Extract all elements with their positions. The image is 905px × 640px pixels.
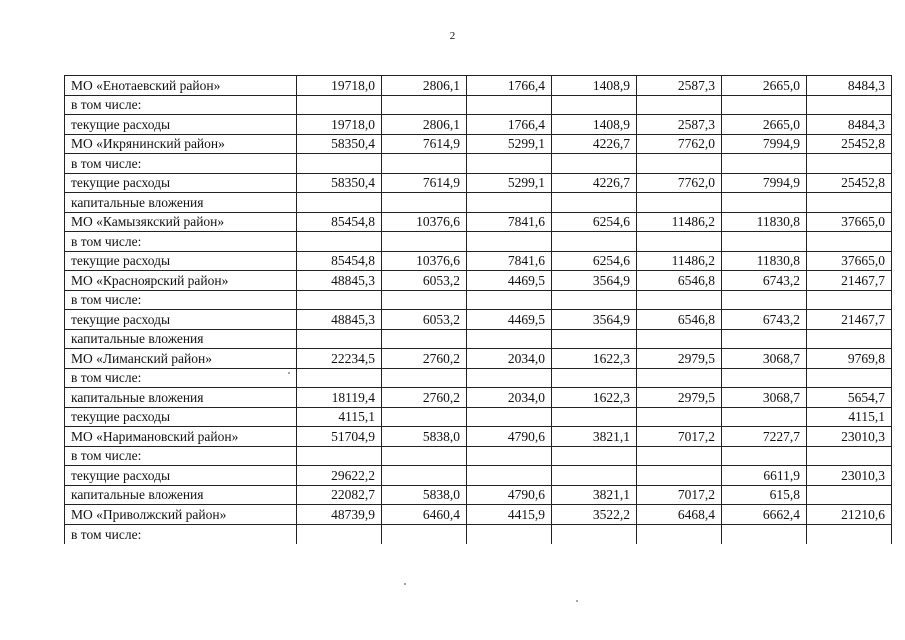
value-cell — [637, 524, 722, 544]
row-label-cell: текущие расходы — [65, 251, 297, 271]
table-row — [65, 505, 892, 525]
value-cell: 37665,0 — [807, 251, 892, 271]
value-cell: 3068,7 — [722, 349, 807, 369]
value-cell: 8484,3 — [807, 76, 892, 96]
value-cell — [297, 329, 382, 349]
value-cell: 11486,2 — [637, 212, 722, 232]
row-label-cell: текущие расходы — [65, 115, 297, 135]
value-cell — [467, 368, 552, 388]
value-cell: 5299,1 — [467, 173, 552, 193]
value-cell: 4790,6 — [467, 485, 552, 505]
value-cell — [297, 290, 382, 310]
value-cell — [722, 368, 807, 388]
value-cell: 5299,1 — [467, 134, 552, 154]
row-label-cell: в том числе: — [65, 446, 297, 466]
value-cell: 2806,1 — [382, 76, 467, 96]
value-cell: 2665,0 — [722, 115, 807, 135]
row-label-cell: в том числе: — [65, 232, 297, 252]
row-label-cell: капитальные вложения — [65, 485, 297, 505]
table-row — [65, 290, 892, 310]
value-cell: 4469,5 — [467, 271, 552, 291]
value-cell — [382, 368, 467, 388]
value-cell: 6053,2 — [382, 310, 467, 330]
budget-table-body — [65, 76, 892, 544]
value-cell — [722, 193, 807, 213]
row-label-cell: МО «Красноярский район» — [65, 271, 297, 291]
value-cell — [637, 95, 722, 115]
value-cell — [722, 329, 807, 349]
value-cell: 19718,0 — [297, 115, 382, 135]
value-cell — [722, 232, 807, 252]
value-cell: 6546,8 — [637, 310, 722, 330]
value-cell: 1622,3 — [552, 349, 637, 369]
value-cell — [297, 95, 382, 115]
value-cell — [722, 524, 807, 544]
budget-table — [64, 75, 892, 544]
value-cell: 21210,6 — [807, 505, 892, 525]
value-cell: 5838,0 — [382, 427, 467, 447]
value-cell — [722, 154, 807, 174]
table-row — [65, 76, 892, 96]
value-cell: 6254,6 — [552, 212, 637, 232]
value-cell: 23010,3 — [807, 427, 892, 447]
value-cell: 7762,0 — [637, 173, 722, 193]
value-cell — [807, 154, 892, 174]
value-cell: 6460,4 — [382, 505, 467, 525]
value-cell — [552, 524, 637, 544]
value-cell — [297, 193, 382, 213]
value-cell — [297, 446, 382, 466]
table-row — [65, 212, 892, 232]
value-cell: 10376,6 — [382, 212, 467, 232]
value-cell — [807, 485, 892, 505]
value-cell: 4226,7 — [552, 134, 637, 154]
value-cell: 2034,0 — [467, 349, 552, 369]
value-cell: 22082,7 — [297, 485, 382, 505]
value-cell — [552, 290, 637, 310]
value-cell — [807, 524, 892, 544]
value-cell: 3068,7 — [722, 388, 807, 408]
row-label-cell: капитальные вложения — [65, 388, 297, 408]
value-cell — [637, 446, 722, 466]
row-label-cell: в том числе: — [65, 524, 297, 544]
value-cell: 3821,1 — [552, 485, 637, 505]
value-cell — [807, 193, 892, 213]
value-cell — [722, 95, 807, 115]
value-cell: 1622,3 — [552, 388, 637, 408]
row-label-cell: текущие расходы — [65, 407, 297, 427]
table-row — [65, 134, 892, 154]
value-cell — [722, 407, 807, 427]
value-cell: 4415,9 — [467, 505, 552, 525]
value-cell: 9769,8 — [807, 349, 892, 369]
value-cell: 1766,4 — [467, 76, 552, 96]
value-cell — [637, 407, 722, 427]
value-cell: 2587,3 — [637, 115, 722, 135]
table-row — [65, 368, 892, 388]
value-cell — [807, 290, 892, 310]
value-cell — [637, 329, 722, 349]
value-cell — [467, 329, 552, 349]
row-label-cell: текущие расходы — [65, 310, 297, 330]
table-row — [65, 251, 892, 271]
value-cell — [382, 524, 467, 544]
value-cell — [637, 466, 722, 486]
value-cell: 19718,0 — [297, 76, 382, 96]
value-cell — [382, 154, 467, 174]
value-cell: 7017,2 — [637, 485, 722, 505]
table-row — [65, 329, 892, 349]
value-cell: 1408,9 — [552, 115, 637, 135]
value-cell: 7017,2 — [637, 427, 722, 447]
value-cell: 6254,6 — [552, 251, 637, 271]
value-cell — [297, 368, 382, 388]
row-label-cell: капитальные вложения — [65, 329, 297, 349]
value-cell — [552, 407, 637, 427]
value-cell: 2665,0 — [722, 76, 807, 96]
table-row — [65, 154, 892, 174]
row-label-cell: МО «Приволжский район» — [65, 505, 297, 525]
value-cell: 10376,6 — [382, 251, 467, 271]
table-row — [65, 193, 892, 213]
value-cell — [297, 524, 382, 544]
value-cell: 4469,5 — [467, 310, 552, 330]
value-cell: 58350,4 — [297, 173, 382, 193]
table-row — [65, 485, 892, 505]
value-cell: 5838,0 — [382, 485, 467, 505]
value-cell — [467, 524, 552, 544]
value-cell — [807, 329, 892, 349]
value-cell: 85454,8 — [297, 251, 382, 271]
value-cell: 4226,7 — [552, 173, 637, 193]
value-cell: 6468,4 — [637, 505, 722, 525]
table-row — [65, 115, 892, 135]
value-cell — [467, 232, 552, 252]
value-cell: 11830,8 — [722, 251, 807, 271]
row-label-cell: МО «Енотаевский район» — [65, 76, 297, 96]
value-cell — [637, 232, 722, 252]
value-cell: 2760,2 — [382, 388, 467, 408]
row-label-cell: в том числе: — [65, 95, 297, 115]
value-cell — [467, 466, 552, 486]
value-cell: 51704,9 — [297, 427, 382, 447]
value-cell: 2806,1 — [382, 115, 467, 135]
row-label-cell: текущие расходы — [65, 466, 297, 486]
row-label-cell: МО «Икрянинский район» — [65, 134, 297, 154]
value-cell — [637, 193, 722, 213]
value-cell: 37665,0 — [807, 212, 892, 232]
value-cell — [467, 407, 552, 427]
value-cell: 7227,7 — [722, 427, 807, 447]
row-label-cell: текущие расходы — [65, 173, 297, 193]
value-cell: 11830,8 — [722, 212, 807, 232]
value-cell — [382, 95, 467, 115]
table-row — [65, 427, 892, 447]
value-cell — [467, 95, 552, 115]
value-cell — [807, 368, 892, 388]
value-cell: 615,8 — [722, 485, 807, 505]
value-cell: 6743,2 — [722, 310, 807, 330]
value-cell: 7841,6 — [467, 251, 552, 271]
value-cell — [722, 446, 807, 466]
value-cell — [637, 368, 722, 388]
value-cell — [552, 446, 637, 466]
value-cell: 4790,6 — [467, 427, 552, 447]
value-cell: 6053,2 — [382, 271, 467, 291]
row-label-cell: МО «Наримановский район» — [65, 427, 297, 447]
value-cell — [382, 232, 467, 252]
row-label-cell: в том числе: — [65, 154, 297, 174]
value-cell: 2760,2 — [382, 349, 467, 369]
table-row — [65, 232, 892, 252]
value-cell: 6743,2 — [722, 271, 807, 291]
value-cell: 48845,3 — [297, 271, 382, 291]
value-cell: 1408,9 — [552, 76, 637, 96]
value-cell: 5654,7 — [807, 388, 892, 408]
value-cell: 2979,5 — [637, 349, 722, 369]
table-row — [65, 388, 892, 408]
value-cell: 18119,4 — [297, 388, 382, 408]
value-cell — [297, 154, 382, 174]
value-cell: 7841,6 — [467, 212, 552, 232]
value-cell — [382, 290, 467, 310]
value-cell — [552, 466, 637, 486]
page-number: 2 — [449, 30, 456, 42]
value-cell — [467, 154, 552, 174]
table-row — [65, 271, 892, 291]
value-cell: 4115,1 — [807, 407, 892, 427]
value-cell: 23010,3 — [807, 466, 892, 486]
value-cell: 4115,1 — [297, 407, 382, 427]
row-label-cell: МО «Камызякский район» — [65, 212, 297, 232]
value-cell — [807, 446, 892, 466]
value-cell: 7614,9 — [382, 173, 467, 193]
value-cell: 8484,3 — [807, 115, 892, 135]
table-row — [65, 173, 892, 193]
value-cell — [382, 329, 467, 349]
value-cell: 85454,8 — [297, 212, 382, 232]
value-cell — [467, 290, 552, 310]
value-cell: 7994,9 — [722, 134, 807, 154]
scan-speck — [404, 583, 406, 585]
table-row — [65, 95, 892, 115]
value-cell: 3522,2 — [552, 505, 637, 525]
value-cell: 21467,7 — [807, 310, 892, 330]
row-label-cell: МО «Лиманский район» — [65, 349, 297, 369]
value-cell — [552, 329, 637, 349]
value-cell: 1766,4 — [467, 115, 552, 135]
value-cell: 3821,1 — [552, 427, 637, 447]
value-cell: 25452,8 — [807, 134, 892, 154]
scan-speck — [288, 372, 290, 374]
value-cell — [382, 193, 467, 213]
value-cell — [467, 193, 552, 213]
row-label-cell: в том числе: — [65, 368, 297, 388]
value-cell: 58350,4 — [297, 134, 382, 154]
value-cell — [807, 232, 892, 252]
value-cell: 48845,3 — [297, 310, 382, 330]
value-cell: 48739,9 — [297, 505, 382, 525]
value-cell: 22234,5 — [297, 349, 382, 369]
value-cell — [807, 95, 892, 115]
value-cell: 3564,9 — [552, 271, 637, 291]
value-cell: 7994,9 — [722, 173, 807, 193]
value-cell — [722, 290, 807, 310]
value-cell: 11486,2 — [637, 251, 722, 271]
value-cell — [297, 232, 382, 252]
row-label-cell: капитальные вложения — [65, 193, 297, 213]
value-cell: 3564,9 — [552, 310, 637, 330]
value-cell — [382, 446, 467, 466]
value-cell: 7614,9 — [382, 134, 467, 154]
value-cell — [552, 368, 637, 388]
scan-speck — [576, 600, 578, 602]
value-cell: 21467,7 — [807, 271, 892, 291]
value-cell — [382, 407, 467, 427]
value-cell: 2979,5 — [637, 388, 722, 408]
table-row — [65, 466, 892, 486]
value-cell: 6546,8 — [637, 271, 722, 291]
value-cell — [552, 95, 637, 115]
value-cell — [382, 466, 467, 486]
value-cell: 25452,8 — [807, 173, 892, 193]
value-cell: 2034,0 — [467, 388, 552, 408]
value-cell: 6611,9 — [722, 466, 807, 486]
value-cell: 2587,3 — [637, 76, 722, 96]
table-row — [65, 310, 892, 330]
table-row — [65, 349, 892, 369]
table-row — [65, 524, 892, 544]
table-row — [65, 446, 892, 466]
row-label-cell: в том числе: — [65, 290, 297, 310]
value-cell — [552, 232, 637, 252]
value-cell — [552, 193, 637, 213]
value-cell: 6662,4 — [722, 505, 807, 525]
value-cell — [467, 446, 552, 466]
table-row — [65, 407, 892, 427]
value-cell: 7762,0 — [637, 134, 722, 154]
value-cell — [552, 154, 637, 174]
value-cell: 29622,2 — [297, 466, 382, 486]
value-cell — [637, 290, 722, 310]
value-cell — [637, 154, 722, 174]
